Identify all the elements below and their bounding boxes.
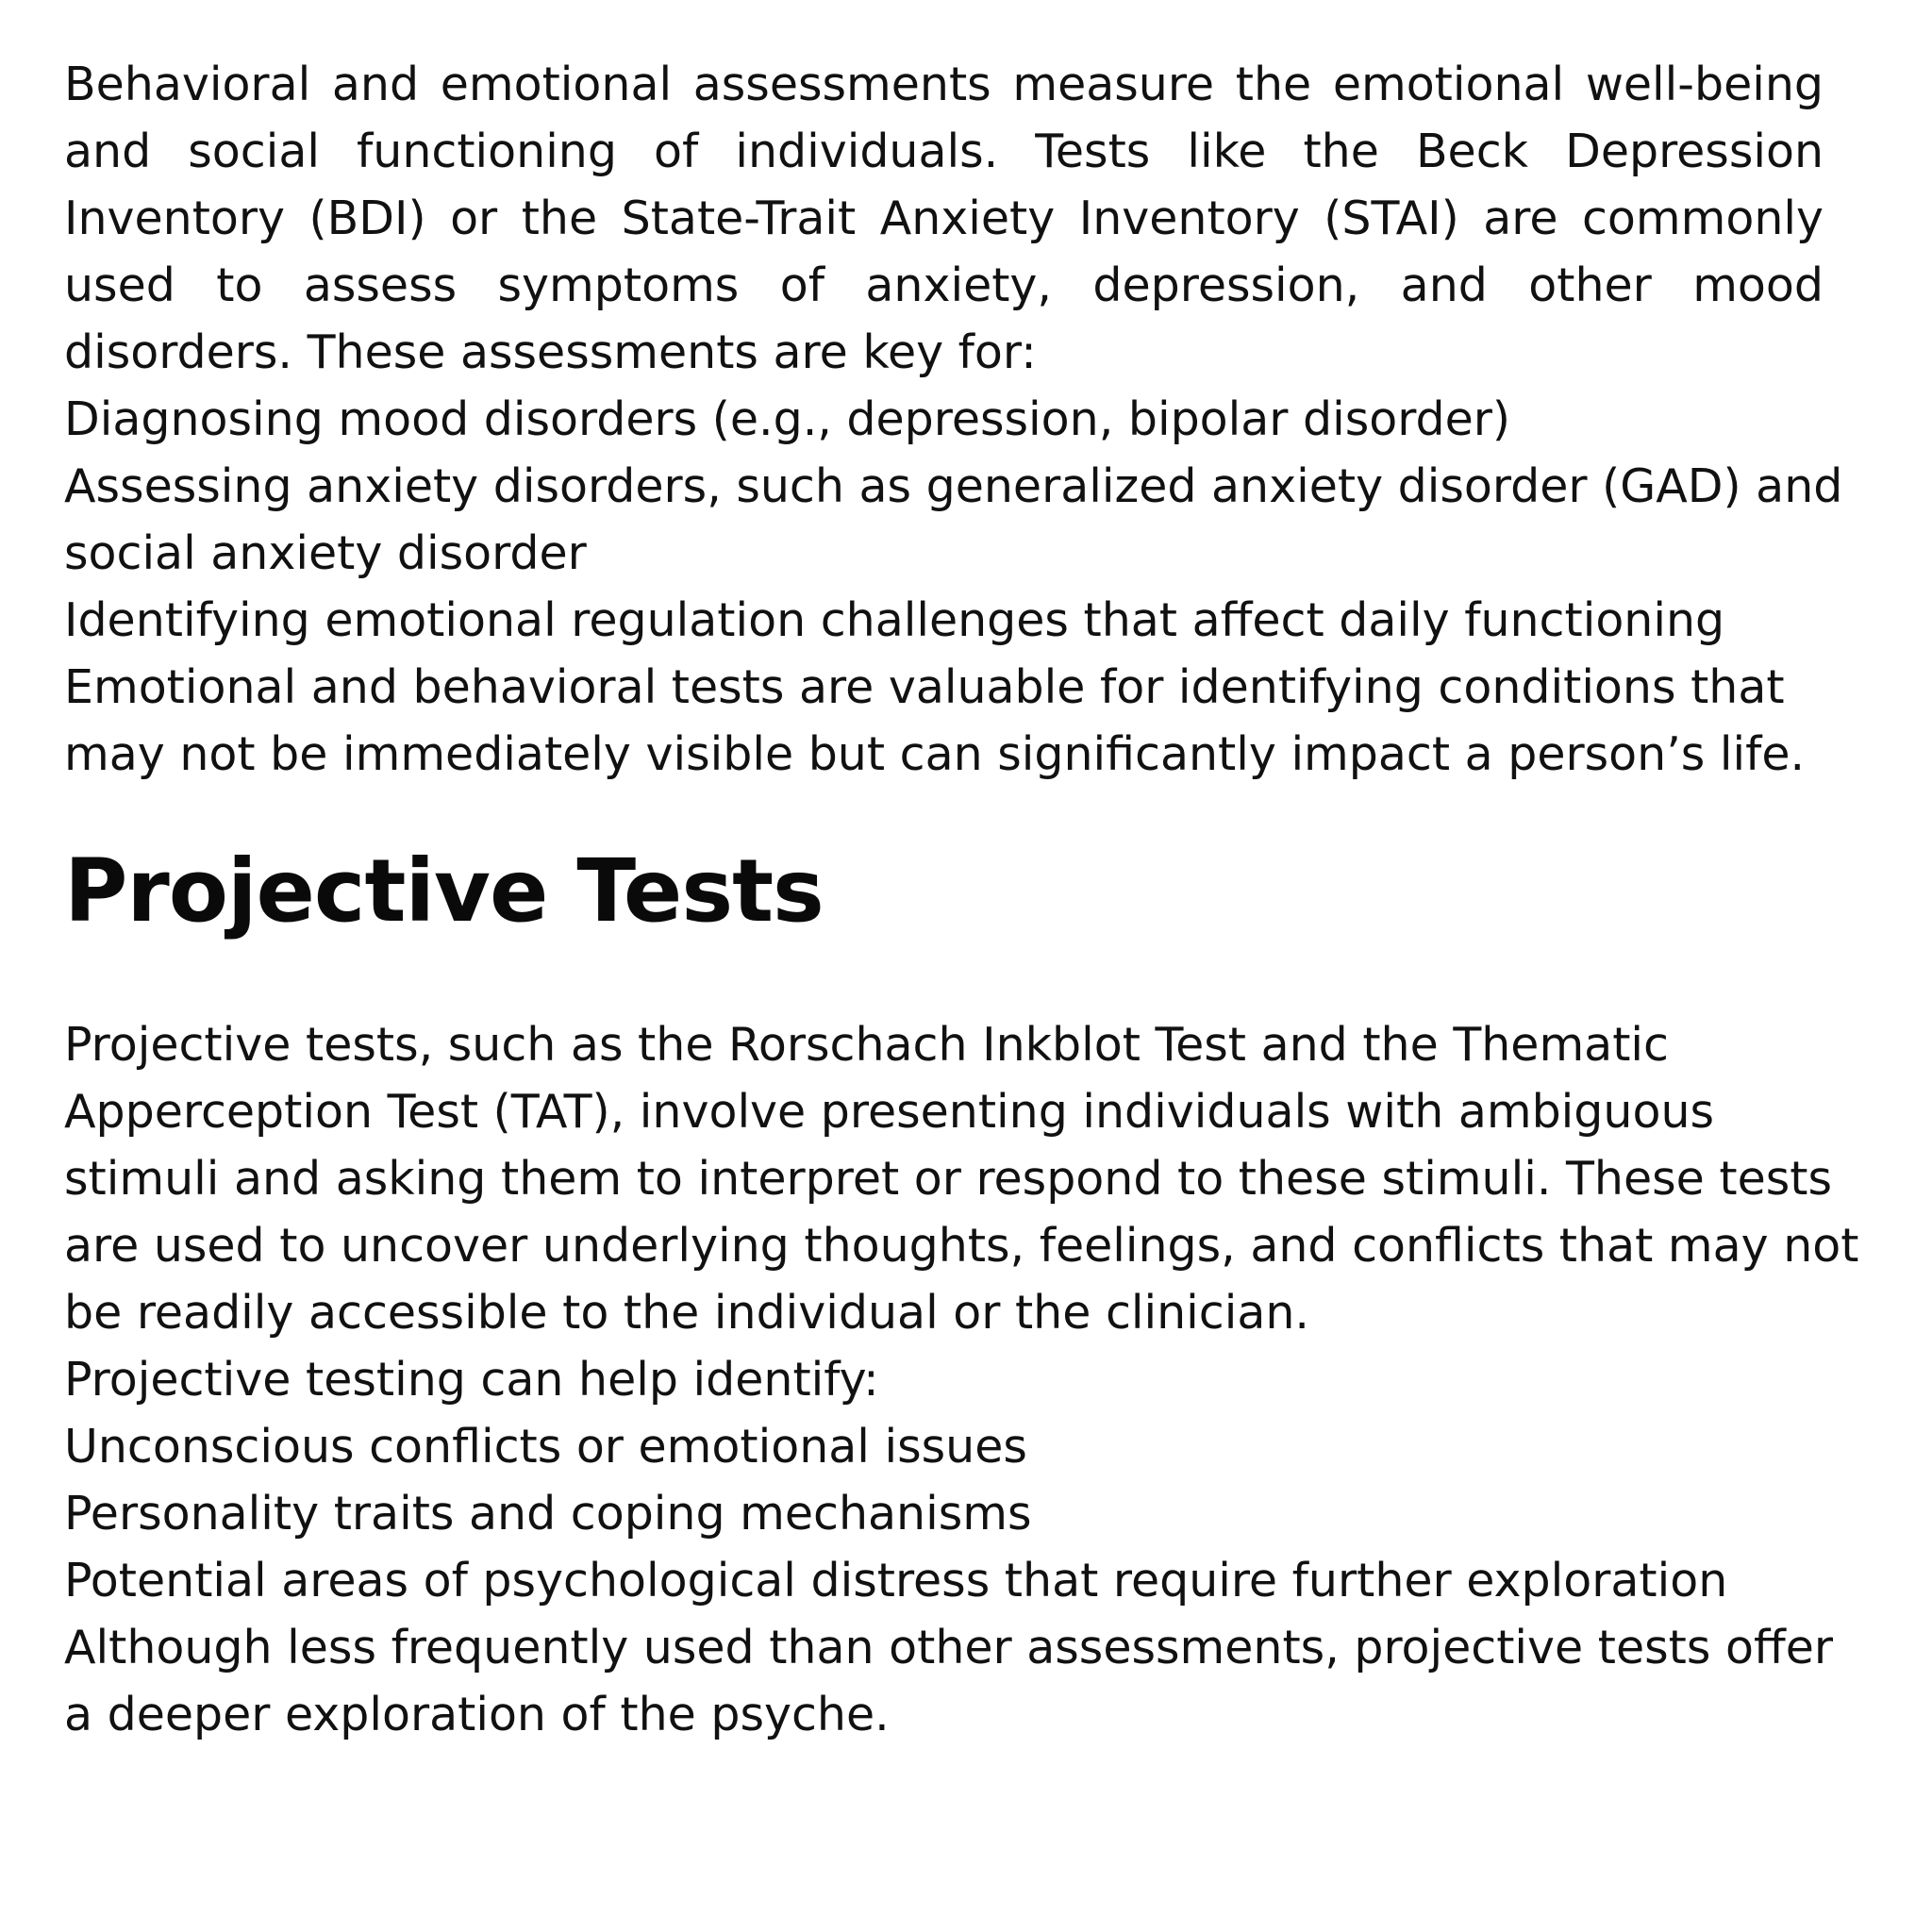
section-heading: Projective Tests bbox=[64, 841, 824, 941]
summary-line: a deeper exploration of the psyche. bbox=[64, 1688, 890, 1741]
summary-line: Although less frequently used than other assessments, projective tests offer bbox=[64, 1621, 1833, 1674]
summary-line: may not be immediately visible but can significantly impact a person’s life. bbox=[64, 727, 1806, 781]
paragraph-line: stimuli and asking them to interpret or respond to these stimuli. These tests bbox=[64, 1152, 1832, 1206]
list-item: Potential areas of psychological distress that require further exploration bbox=[64, 1554, 1728, 1607]
intro-line: used to assess symptoms of anxiety, depression, and other mood bbox=[64, 258, 1824, 312]
list-item: Diagnosing mood disorders (e.g., depression, bipolar disorder) bbox=[64, 392, 1511, 446]
paragraph-line: Projective tests, such as the Rorschach Inkblot Test and the Thematic bbox=[64, 1018, 1669, 1072]
list-item: Identifying emotional regulation challenges that affect daily functioning bbox=[64, 593, 1725, 647]
intro-line: and social functioning of individuals. Tests like the Beck Depression bbox=[64, 125, 1824, 178]
paragraph-line: be readily accessible to the individual or the clinician. bbox=[64, 1286, 1310, 1340]
intro-line: Inventory (BDI) or the State-Trait Anxiety Inventory (STAI) are commonly bbox=[64, 192, 1824, 245]
paragraph-line: Apperception Test (TAT), involve presenting individuals with ambiguous bbox=[64, 1085, 1715, 1139]
paragraph-line: are used to uncover underlying thoughts, feelings, and conflicts that may not bbox=[64, 1219, 1859, 1273]
intro-line: Behavioral and emotional assessments measure the emotional well-being bbox=[64, 58, 1824, 111]
document-body bbox=[64, 51, 1859, 1748]
list-intro: Projective testing can help identify: bbox=[64, 1353, 879, 1407]
list-item: Assessing anxiety disorders, such as generalized anxiety disorder (GAD) and bbox=[64, 459, 1843, 513]
summary-line: Emotional and behavioral tests are valuable for identifying conditions that bbox=[64, 660, 1785, 714]
projective-paragraph bbox=[64, 1011, 1859, 1748]
list-item: Unconscious conflicts or emotional issues bbox=[64, 1420, 1027, 1474]
intro-line: disorders. These assessments are key for: bbox=[64, 325, 1037, 379]
intro-paragraph bbox=[64, 51, 1847, 386]
list-item: social anxiety disorder bbox=[64, 526, 587, 580]
assessment-uses-list bbox=[64, 386, 1847, 788]
list-item: Personality traits and coping mechanisms bbox=[64, 1487, 1032, 1541]
